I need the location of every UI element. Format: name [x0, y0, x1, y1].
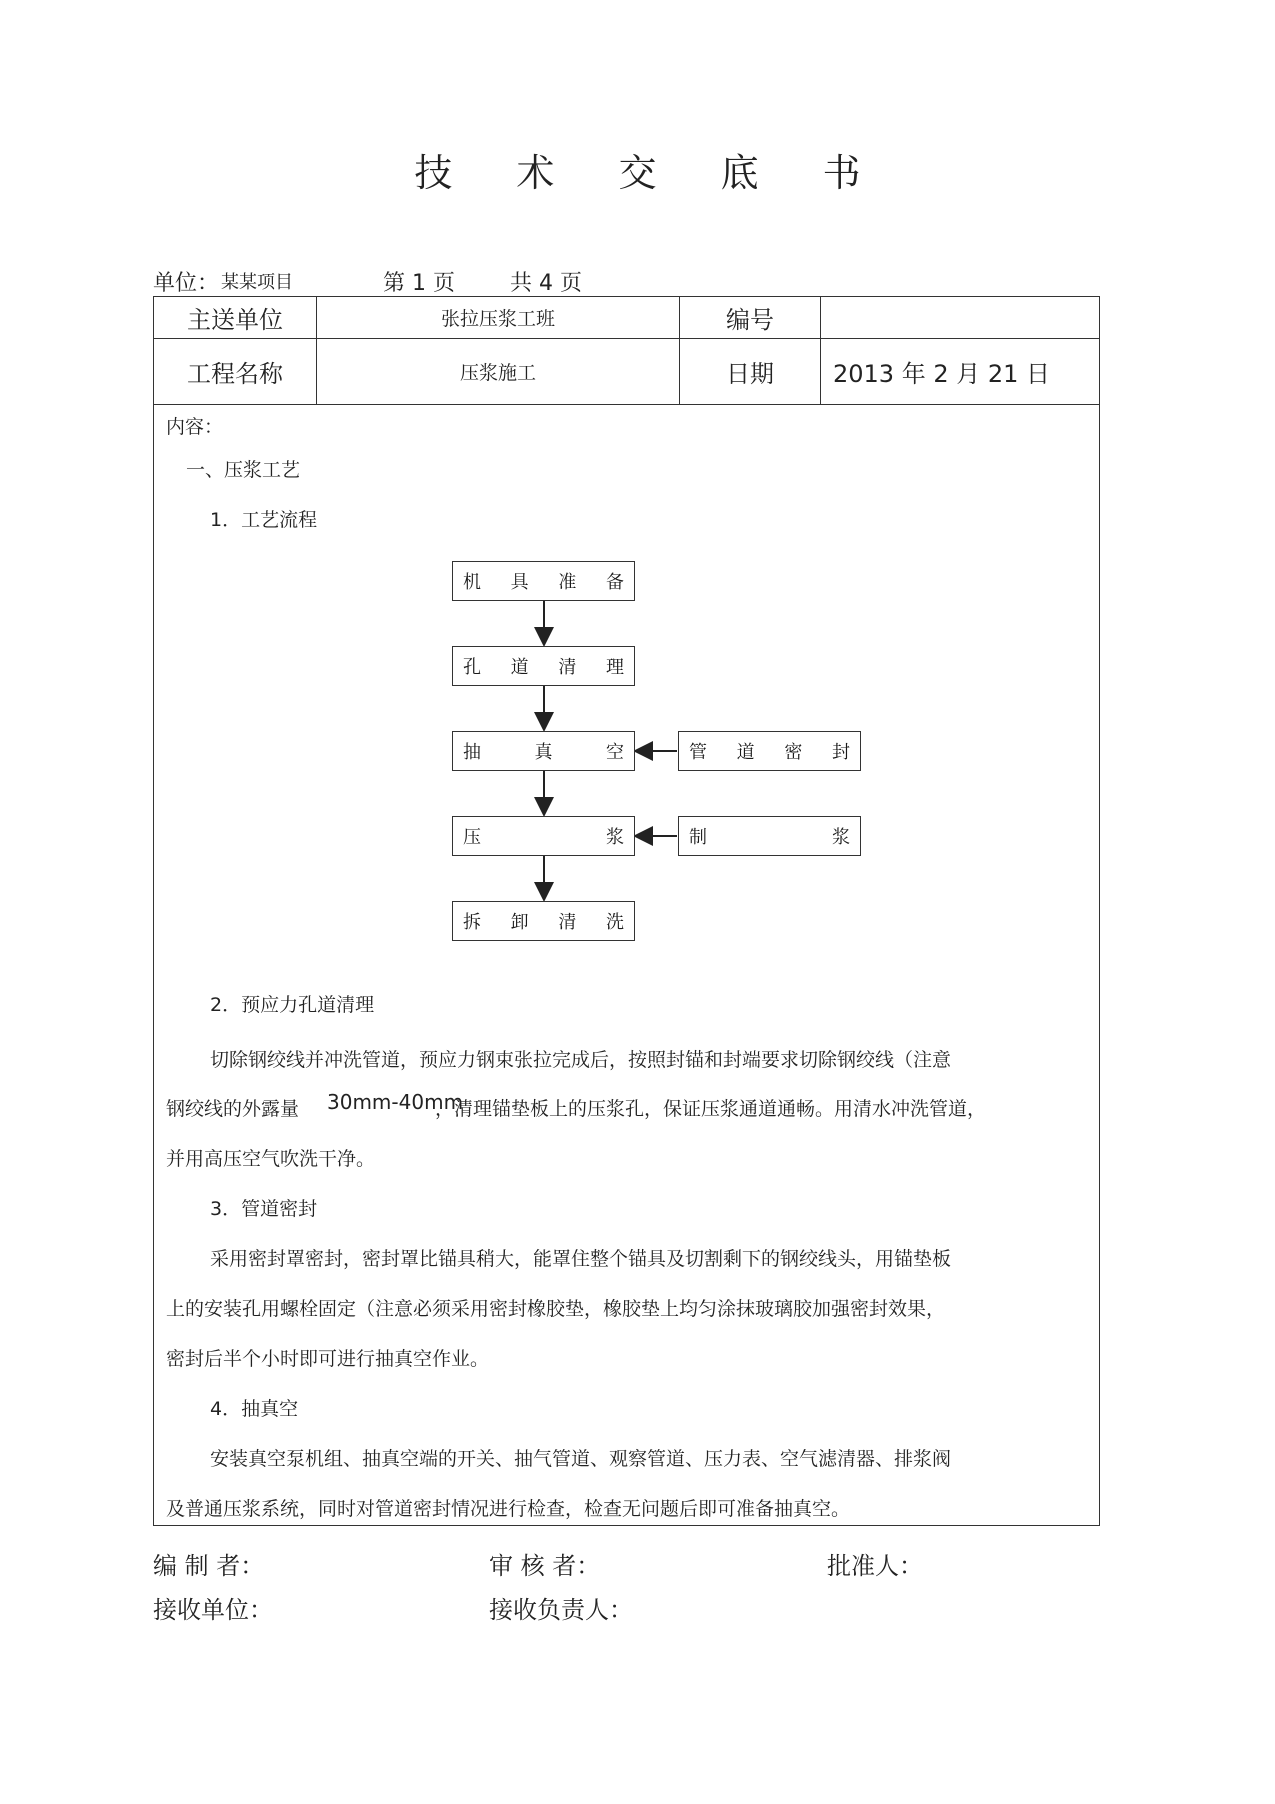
item-heading: 3．管道密封 — [210, 1198, 318, 1220]
info-table — [153, 296, 1100, 405]
paragraph-line: 安装真空泵机组、抽真空端的开关、抽气管道、观察管道、压力表、空气滤清器、排浆阀 — [210, 1448, 952, 1470]
paragraph-line: 切除钢绞线并冲洗管道，预应力钢束张拉完成后，按照封锚和封端要求切除钢绞线（注意 — [210, 1049, 952, 1071]
paragraph-line: ，清理锚垫板上的压浆孔，保证压浆通道通畅。用清水冲洗管道， — [435, 1098, 987, 1120]
receiver-person-label: 接收负责人： — [489, 1596, 633, 1624]
project-value: 压浆施工 — [317, 339, 680, 405]
unit-value: 某某项目 — [221, 272, 293, 293]
flow-step-duct-cleaning: 孔 道 清 理 — [452, 646, 635, 686]
project-label: 工程名称 — [154, 339, 317, 405]
receiver-unit-label: 接收单位： — [153, 1596, 273, 1624]
page-total: 共 4 页 — [510, 271, 582, 296]
info-row — [154, 297, 1100, 339]
serial-value — [821, 297, 1100, 339]
unit-label: 单位： — [153, 271, 220, 296]
date-label: 日期 — [680, 339, 821, 405]
page-number: 第 1 页 — [383, 271, 455, 296]
flow-step-dismantle: 拆 卸 清 洗 — [452, 901, 635, 941]
author-label: 编 制 者： — [153, 1552, 265, 1580]
flow-step-grouting: 压 浆 — [452, 816, 635, 856]
recipient-label: 主送单位 — [154, 297, 317, 339]
paragraph-line: 密封后半个小时即可进行抽真空作业。 — [166, 1348, 490, 1370]
info-row — [154, 339, 1100, 405]
reviewer-label: 审 核 者： — [489, 1552, 601, 1580]
flow-step-slurry-mixing: 制 浆 — [678, 816, 861, 856]
content-intro: 内容： — [166, 416, 224, 438]
approver-label: 批准人： — [827, 1552, 923, 1580]
item-heading: 2．预应力孔道清理 — [210, 994, 375, 1016]
flow-step-vacuum: 抽 真 空 — [452, 731, 635, 771]
paragraph-line: 及普通压浆系统，同时对管道密封情况进行检查，检查无问题后即可准备抽真空。 — [166, 1498, 851, 1520]
paragraph-line: 采用密封罩密封，密封罩比锚具稍大，能罩住整个锚具及切割剩下的钢绞线头，用锚垫板 — [210, 1248, 952, 1270]
paragraph-line: 上的安装孔用螺栓固定（注意必须采用密封橡胶垫，橡胶垫上均匀涂抹玻璃胶加强密封效果， — [166, 1298, 946, 1320]
paragraph-value: 30mm-40mm — [327, 1090, 464, 1114]
flow-step-equipment: 机 具 准 备 — [452, 561, 635, 601]
document-title: 技 术 交 底 书 — [414, 151, 887, 195]
paragraph-line: 钢绞线的外露量 — [166, 1098, 300, 1120]
section-heading: 一、压浆工艺 — [186, 459, 301, 481]
item-heading: 1．工艺流程 — [210, 509, 318, 531]
date-value: 2013 年 2 月 21 日 — [821, 339, 1100, 405]
serial-label: 编号 — [680, 297, 821, 339]
flow-step-duct-sealing: 管 道 密 封 — [678, 731, 861, 771]
paragraph-line: 并用高压空气吹洗干净。 — [166, 1148, 376, 1170]
item-heading: 4．抽真空 — [210, 1398, 299, 1420]
recipient-value: 张拉压浆工班 — [317, 297, 680, 339]
